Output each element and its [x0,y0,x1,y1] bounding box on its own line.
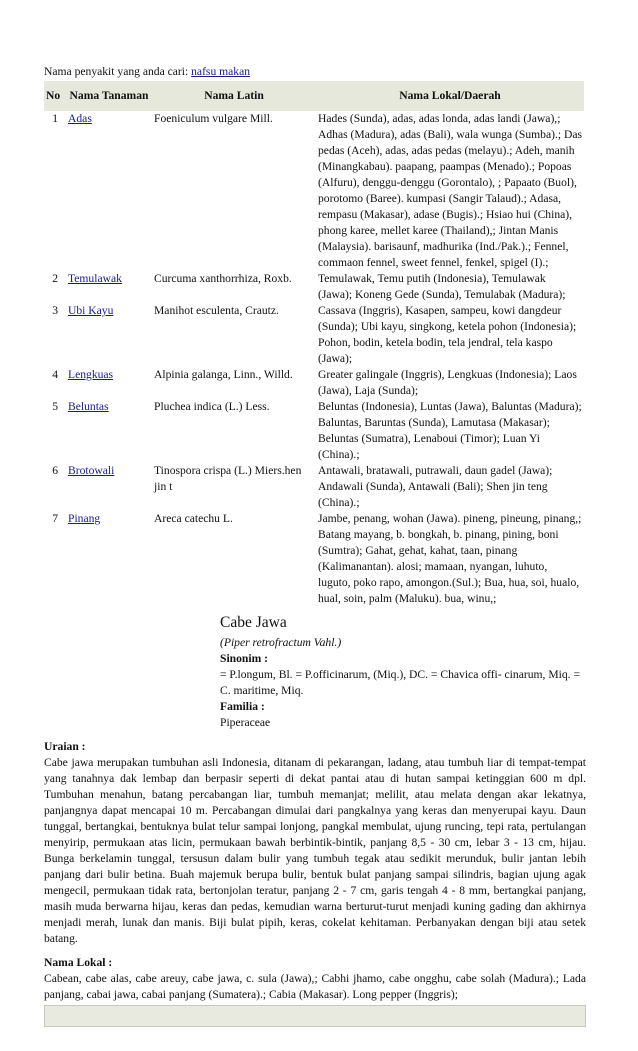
uraian-heading: Uraian : [44,740,86,753]
latin-name: Manihot esculenta, Crautz. [154,304,279,317]
plant-name-link[interactable]: Adas [68,112,92,125]
row-number: 2 [52,272,58,285]
local-names: Jambe, penang, wohan (Jawa). pineng, pineung, pinang,; Batang mayang, b. bongkah, b. pinang, pining, boni (Sumtra); Gahat, gehat, kahat, taan, pinang (Kalimanantan). alosi; mamaan, nyangan, luhuto, luguto, poko rapo, amongon.(Sul.); Bua, hua, soi, hualo, hual, soin, palm (Maluku). bua, winu,; [318,512,582,605]
local-names: Antawali, bratawali, putrawali, daun gadel (Jawa); Andawali (Sunda), Antawali (Bali); Shen jin teng (China).; [318,464,553,509]
detail-title: Cabe Jawa [220,614,287,631]
row-number: 6 [52,464,58,477]
detail-latin-name: (Piper retrofractum Vahl.) [220,636,342,649]
table-row [44,511,584,607]
plant-name-link[interactable]: Pinang [68,512,101,525]
plant-name-link[interactable]: Lengkuas [68,368,114,381]
local-name-text: Cabean, cabe alas, cabe areuy, cabe jawa, c. sula (Jawa),; Cabhi jhamo, cabe ongghu, cabe solah (Madura).; Lada panjang, cabai jawa, cabai panjang (Sumatera).; Cabia (Makasar). Long pepper (Inggris); [44,972,586,1001]
latin-name: Curcuma xanthorrhiza, Roxb. [154,272,292,285]
uraian-section [44,739,586,947]
table-row [44,111,584,271]
header-local-name: Nama Lokal/Daerah [399,89,501,102]
table-header-row [44,81,584,111]
table-row [44,303,584,367]
latin-name: Alpinia galanga, Linn., Willd. [154,368,293,381]
row-number: 5 [52,400,58,413]
local-names: Temulawak, Temu putih (Indonesia), Temulawak (Jawa); Koneng Gede (Sunda), Temulabak (Madura); [318,272,566,301]
synonym-text: = P.longum, Bl. = P.officinarum, (Miq.), DC. = Chavica offi- cinarum, Miq. = C. maritime, Miq. [220,668,580,697]
family-text: Piperaceae [220,716,271,729]
plant-name-link[interactable]: Beluntas [68,400,109,413]
plant-table [44,81,584,607]
header-plant-name: Nama Tanaman [69,89,149,102]
table-row [44,463,584,511]
synonym-label: Sinonim : [220,652,268,665]
plant-name-link[interactable]: Brotowali [68,464,115,477]
local-name-section [44,955,586,1003]
family-label: Familia : [220,700,265,713]
plant-detail [220,613,586,731]
header-latin-name: Nama Latin [204,89,264,102]
page-content [44,64,586,1027]
local-names: Beluntas (Indonesia), Luntas (Jawa), Baluntas (Madura); Baluntas, Baruntas (Sunda), Lamutasa (Makasar); Beluntas (Sumatra), Lenaboui (Timor); Luan Yi (China).; [318,400,582,461]
row-number: 7 [52,512,58,525]
plant-name-link[interactable]: Ubi Kayu [68,304,114,317]
local-name-heading: Nama Lokal : [44,956,113,969]
latin-name: Tinospora crispa (L.) Miers.hen jin t [154,464,302,493]
table-row [44,271,584,303]
plant-name-link[interactable]: Temulawak [68,272,122,285]
row-number: 4 [52,368,58,381]
search-term-link[interactable]: nafsu makan [191,65,251,78]
local-names: Hades (Sunda), adas, adas londa, adas landi (Jawa),; Adhas (Madura), adas (Bali), wala wunga (Sumba).; Das pedas (Aceh), adas, adas pedas (melayu).; Adeh, manih (Minangkabau). paapang, paampas (Menado).; Popoas (Alfuru), denggu-denggu (Gorontalo), ; Papaato (Buol), porotomo (Baree). kumpasi (Sangir Talaud).; Adasa, rempasu (Makasar), adase (Bugis).; Hsiao hui (China), phong karee, mellet karee (Thailand),; Jintan Manis (Malaysia). barisaunf, madhurika (Ind./Pak.).; Fennel, commaon fennel, sweet fennel, fenkel, spigel (I).; [318,112,583,269]
local-names: Greater galingale (Inggris), Lengkuas (Indonesia); Laos (Jawa), Laja (Sunda); [318,368,577,397]
search-label: Nama penyakit yang anda cari: [44,65,189,78]
latin-name: Pluchea indica (L.) Less. [154,400,270,413]
table-row [44,399,584,463]
header-no: No [46,89,61,102]
footer-bar [44,1005,586,1027]
local-names: Cassava (Inggris), Kasapen, sampeu, kowi dangdeur (Sunda); Ubi kayu, singkong, ketela pohon (Indonesia); Pohon, bodin, ketela bodin, tela jendral, tela kaspo (Jawa); [318,304,577,365]
row-number: 3 [52,304,58,317]
search-line [44,64,586,80]
table-row [44,367,584,399]
latin-name: Areca catechu L. [154,512,233,525]
row-number: 1 [52,112,58,125]
uraian-text: Cabe jawa merupakan tumbuhan asli Indonesia, ditanam di pekarangan, ladang, atau tumbuh liar di tempat-tempat yang tanahnya dak lembap dan berpasir seperti di dekat pantai atau di hutan sampai ketinggian 600 m dpl. Tumbuhan menahun, batang percabangan liar, tumbuh memanjat; melilit, atau melata dengan akar lekatnya, panjangnya dapat mencapai 10 m. Percabangan dimulai dari pangkalnya yang keras dan menyerupai kayu. Daun tunggal, bertangkai, bentuknya bulat telur sampai lonjong, pangkal membulat, ujung runcing, tepi rata, pertulangan menyirip, permukaan atas licin, permukaan bawah berbintik-bintik, panjang 8,5 - 30 cm, lebar 3 - 13 cm, hijau. Bunga berkelamin tunggal, tersusun dalam bulir yang tumbuh tegak atau sedikit merunduk, bulir jantan lebih panjang dari bulir betina. Buah majemuk berupa bulir, bentuk bulat panjang sampai silindris, bagian ujung agak mengecil, permukaan tidak rata, bertonjolan teratur, panjang 2 - 7 cm, garis tengah 4 - 8 mm, bertangkai panjang, masih muda berwarna hijau, keras dan pedas, kemudian warna berturut-turut menjadi kuning gading dan akhirnya menjadi merah, lunak dan manis. Biji bulat pipih, keras, cokelat kehitaman. Perbanyakan dengan biji atau setek batang. [44,756,586,945]
latin-name: Foeniculum vulgare Mill. [154,112,273,125]
